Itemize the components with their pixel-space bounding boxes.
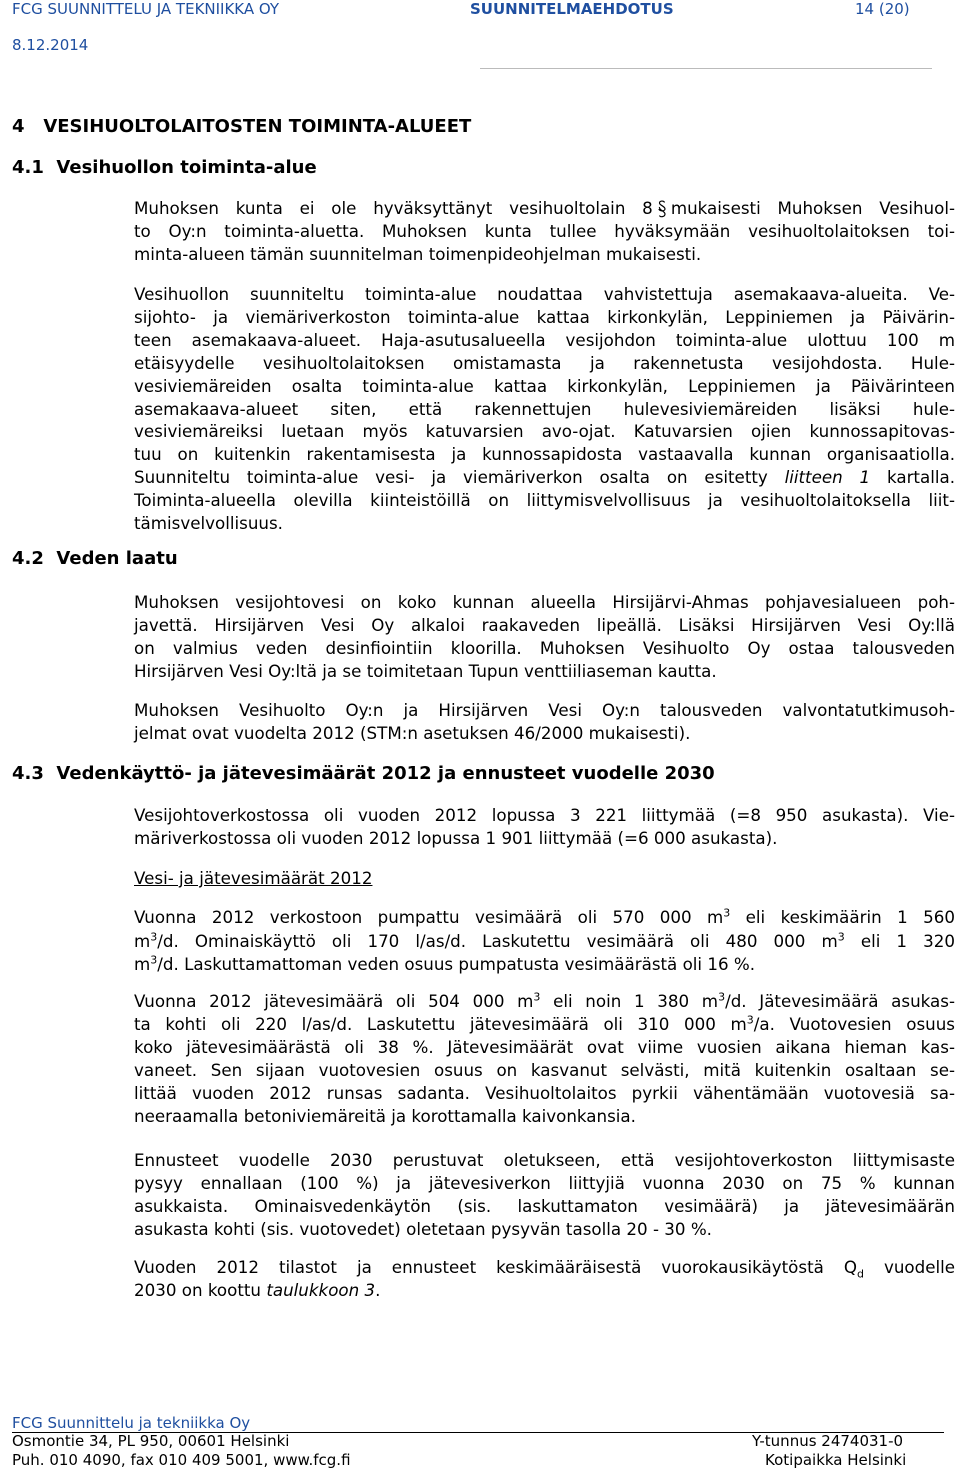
text-line	[134, 1279, 955, 1302]
text-line	[134, 906, 955, 930]
table-reference: taulukkoon 3	[266, 1279, 376, 1300]
section-4-1-paragraph-2	[134, 283, 955, 535]
text-line: littää vuoden 2012 runsas sadanta. Vesihuoltolaitos pyrkii vähentämään vuotovesiä sa-	[134, 1082, 955, 1103]
section-4-2-paragraph-2	[134, 699, 955, 745]
text-line: mukaisesti Muhoksen Vesihuol-	[670, 198, 955, 218]
text-line: Vesijohtoverkostossa oli vuoden 2012 lopussa 3 221 liittymää (=8 950 asukasta). Vie-	[134, 805, 955, 825]
text-line	[134, 990, 955, 1013]
text-segment: Suunniteltu toiminta-alue vesi- ja viemäriverkon osalta on esitetty	[134, 467, 768, 488]
section-4-2-paragraph-1	[134, 591, 955, 683]
text-line: asemakaava-alueet siten, että rakennettujen hulevesiviemäreiden lisäksi hule-	[134, 398, 955, 419]
footer-contact: Puh. 010 4090, fax 010 409 5001, www.fcg.fi	[12, 1451, 351, 1469]
section-4-3-paragraph-3	[134, 990, 955, 1127]
text-line: Muhoksen Vesihuolto Oy:n ja Hirsijärven Vesi Oy:n talousveden valvontatutkimusoh-	[134, 700, 955, 720]
header-divider	[480, 68, 932, 69]
subscript: d	[856, 1267, 864, 1281]
text-segment: Vuonna 2012 jätevesimäärä oli 504 000 m	[134, 991, 534, 1011]
attachment-reference: liitteen 1	[784, 467, 871, 488]
text-line: vesiviemäreiden osalta toiminta-alue kattaa kirkonkylän, Leppiniemen ja Päivärinteen	[134, 375, 955, 396]
section-4-3-paragraph-5	[134, 1256, 955, 1302]
section-4-heading: 4 VESIHUOLTOLAITOSTEN TOIMINTA-ALUEET	[12, 116, 472, 137]
text-line	[134, 466, 955, 489]
text-segment: m	[134, 954, 151, 975]
exponent: 3	[837, 930, 845, 944]
exponent: 3	[533, 990, 541, 1004]
footer-business-id: Y-tunnus 2474031-0	[752, 1432, 904, 1450]
text-segment: /d. Laskuttamattoman veden osuus pumpatusta vesimäärästä oli 16 %.	[157, 954, 756, 975]
header-company: FCG SUUNNITTELU JA TEKNIIKKA OY	[12, 0, 280, 18]
text-line: jelmat ovat vuodelta 2012 (STM:n asetuksen 46/2000 mukaisesti).	[134, 722, 691, 743]
footer-address: Osmontie 34, PL 950, 00601 Helsinki	[12, 1432, 290, 1450]
text-segment: /d. Ominaiskäyttö oli 170 l/as/d. Laskutettu vesimäärä oli 480 000 m	[157, 930, 838, 951]
section-4-3-heading: 4.3 Vedenkäyttö- ja jätevesimäärät 2012 ja ennusteet vuodelle 2030	[12, 763, 715, 784]
text-line	[134, 1013, 955, 1036]
text-line	[134, 930, 955, 954]
header-page-number: 14 (20)	[855, 0, 910, 18]
text-line: tuu on kuitenkin rakentamisesta ja kunnossapidosta vastaavalla kunnan organisaatiolla.	[134, 444, 955, 465]
exponent: 3	[723, 906, 731, 920]
text-line: Vesihuollon suunniteltu toiminta-alue noudattaa vahvistettuja asemakaava-alueita. Ve-	[134, 284, 955, 304]
text-line: märiverkostossa oli vuoden 2012 lopussa 1 901 liittymää (=6 000 asukasta).	[134, 827, 778, 848]
text-line	[134, 1256, 955, 1279]
text-segment: vuodelle	[883, 1257, 955, 1277]
header-date: 8.12.2014	[12, 36, 89, 54]
text-line: Muhoksen vesijohtovesi on koko kunnan alueella Hirsijärvi-Ahmas pohjavesialueen poh-	[134, 592, 955, 612]
text-segment: Vuoden 2012 tilastot ja ennusteet keskimääräisestä vuorokausikäytöstä Q	[134, 1257, 857, 1277]
footer-domicile: Kotipaikka Helsinki	[765, 1451, 907, 1469]
section-4-1-paragraph-1	[134, 197, 955, 266]
exponent: 3	[150, 953, 158, 967]
footer-company: FCG Suunnittelu ja tekniikka Oy	[12, 1414, 251, 1432]
section-4-3-paragraph-2	[134, 906, 955, 977]
text-line: pysyy ennallaan (100 %) ja jätevesiverkon liittyjiä vuonna 2030 on 75 % kunnan	[134, 1172, 955, 1193]
text-line: Ennusteet vuodelle 2030 perustuvat oletukseen, että vesijohtoverkoston liittymisaste	[134, 1150, 955, 1170]
text-segment: eli noin 1 380 m	[553, 991, 719, 1011]
text-line: etäisyydelle vesihuoltolaitoksen omistamasta ja rakennetusta vesijohdosta. Hule-	[134, 352, 955, 373]
section-4-3-paragraph-4	[134, 1149, 955, 1241]
text-line: to Oy:n toiminta-aluetta. Muhoksen kunta tullee hyväksymään vesihuoltolaitoksen toi-	[134, 220, 955, 241]
text-line: koko jätevesimäärästä oli 38 %. Jätevesimäärät ovat viime vuosien aikana hieman kas-	[134, 1036, 955, 1057]
text-segment: m	[134, 930, 151, 951]
text-segment: /a. Vuotovesien osuus	[753, 1013, 955, 1034]
text-line	[134, 953, 955, 977]
text-segment: .	[375, 1279, 381, 1300]
text-line: teen asemakaava-alueet. Haja-asutusalueella vesijohdon toiminta-alue ulottuu 100 m	[134, 329, 955, 350]
text-line: minta-alueen tämän suunnitelman toimenpideohjelman mukaisesti.	[134, 243, 702, 264]
text-line: vaneet. Sen sijaan vuotovesien osuus on kasvanut selvästi, mitä kuitenkin osaltaan se-	[134, 1059, 955, 1080]
text-line: neeraamalla betoniviemäreitä ja korottamalla kaivonkansia.	[134, 1105, 636, 1126]
section-4-3-subheading	[134, 867, 955, 890]
text-line: asukasta kohti (sis. vuotovedet) oletetaan pysyvän tasolla 20 - 30 %.	[134, 1218, 712, 1239]
text-line: javettä. Hirsijärven Vesi Oy alkaloi raakaveden lipeällä. Lisäksi Hirsijärven Vesi Oy:llä	[134, 614, 955, 635]
text-segment: Vuonna 2012 verkostoon pumpattu vesimäärä oli 570 000 m	[134, 907, 724, 927]
text-line: tämisvelvollisuus.	[134, 513, 283, 534]
text-segment: ta kohti oli 220 l/as/d. Laskutettu jätevesimäärä oli 310 000 m	[134, 1013, 747, 1034]
section-4-1-heading: 4.1 Vesihuollon toiminta-alue	[12, 157, 317, 178]
text-segment: eli 1 320	[860, 930, 955, 951]
section-4-3-paragraph-1	[134, 804, 955, 850]
text-segment: 2030 on koottu	[134, 1279, 262, 1300]
text-line: Muhoksen kunta ei ole hyväksyttänyt vesihuoltolain 8	[134, 198, 653, 218]
text-line: on valmius veden desinfiointiin kloorilla. Muhoksen Vesihuolto Oy ostaa talousveden	[134, 637, 955, 658]
exponent: 3	[718, 990, 726, 1004]
text-line: sijohto- ja viemäriverkoston toiminta-alue kattaa kirkonkylän, Leppiniemen ja Päivärin-	[134, 306, 955, 327]
header-document-type: SUUNNITELMAEHDOTUS	[470, 0, 674, 18]
text-segment: kartalla.	[886, 467, 955, 488]
text-line: Hirsijärven Vesi Oy:ltä ja se toimitetaan Tupun venttiiliaseman kautta.	[134, 660, 717, 681]
text-line: Toiminta-alueella olevilla kiinteistöillä on liittymisvelvollisuus ja vesihuoltolaitoksella liit-	[134, 490, 955, 511]
text-segment: eli keskimäärin 1 560	[745, 907, 955, 927]
subheading-text: Vesi- ja jätevesimäärät 2012	[134, 868, 373, 888]
exponent: 3	[746, 1013, 754, 1027]
exponent: 3	[150, 930, 158, 944]
section-4-2-heading: 4.2 Veden laatu	[12, 548, 178, 569]
text-line: asukkaista. Ominaisvedenkäytön (sis. laskuttamaton vesimäärä) ja jätevesimäärän	[134, 1195, 955, 1216]
text-line: vesiviemäreiksi luetaan myös katuvarsien avo-ojat. Katuvarsien ojien kunnossapitovas-	[134, 421, 955, 442]
section-sign-icon	[657, 199, 667, 219]
text-segment: /d. Jätevesimäärä asukas-	[725, 991, 955, 1011]
